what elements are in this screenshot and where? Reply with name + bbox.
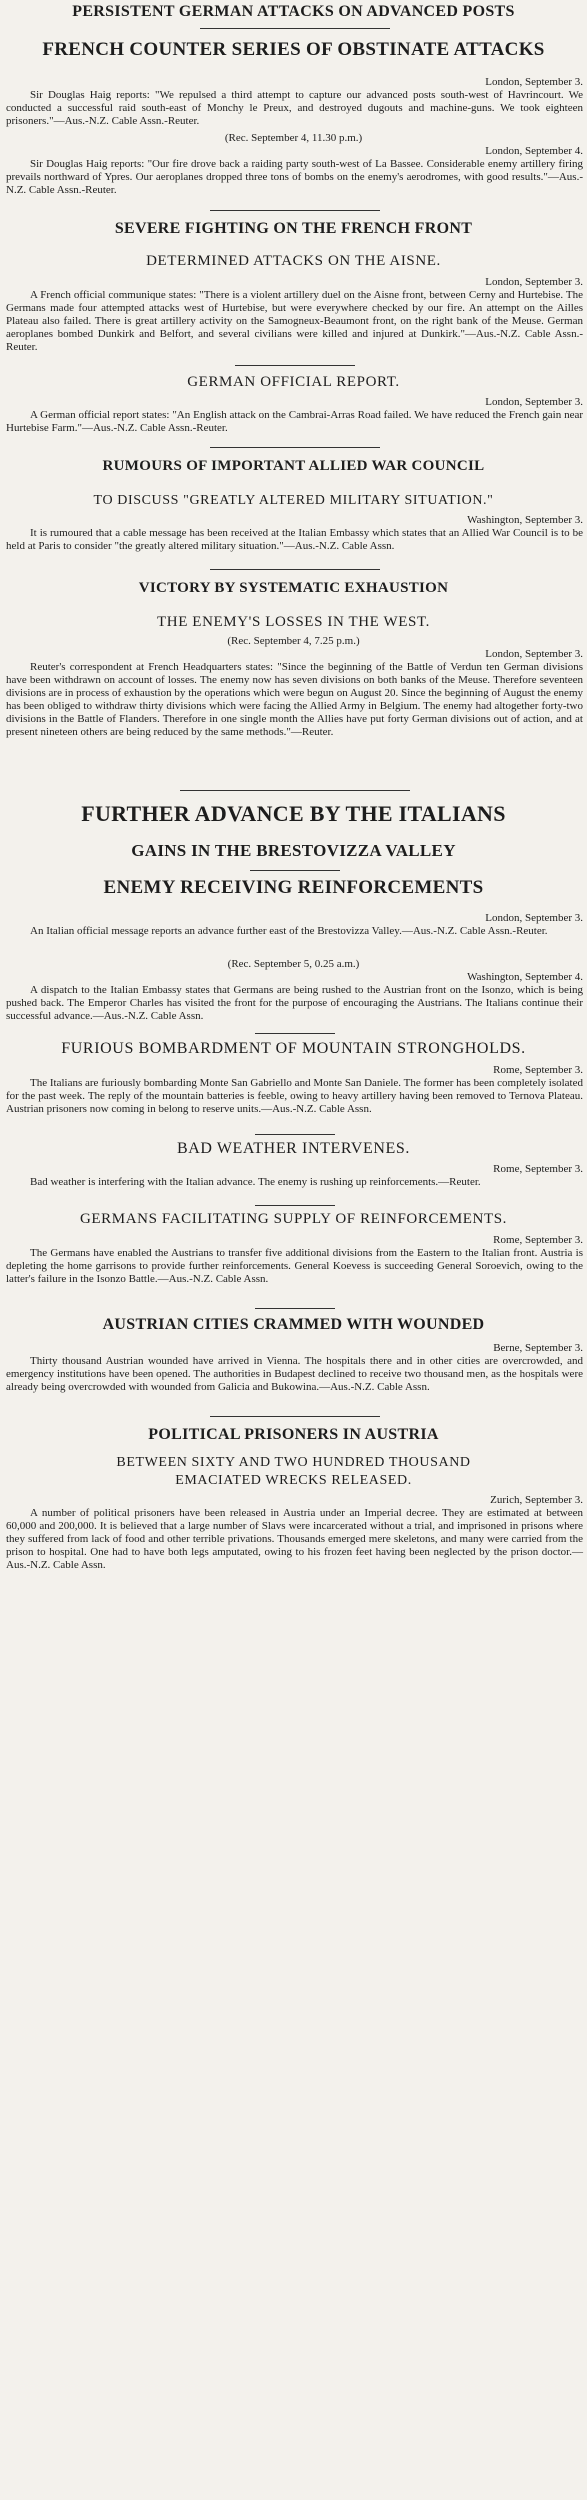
dateline: London, September 4. (485, 145, 583, 157)
article-paragraph: Sir Douglas Haig reports: "We repulsed a third attempt to capture our advanced posts south-west of Havrincourt. We conducted a successful raid south-east of Monchy le Preux, and destroyed dugouts and machine-guns. We took eighteen prisoners."—Aus.-N.Z. Cable Assn.-Reuter. (6, 89, 583, 127)
dateline: London, September 3. (485, 912, 583, 924)
divider (255, 1205, 335, 1206)
headline-italian-advance: FURTHER ADVANCE BY THE ITALIANS (81, 801, 506, 826)
dateline: Washington, September 4. (467, 971, 583, 983)
dateline: London, September 3. (485, 76, 583, 88)
headline-political-prisoners: POLITICAL PRISONERS IN AUSTRIA (148, 1426, 439, 1443)
divider (235, 365, 355, 366)
headline-victory-exhaustion: VICTORY BY SYSTEMATIC EXHAUSTION (138, 580, 449, 596)
divider (180, 790, 410, 791)
dateline: Washington, September 3. (467, 514, 583, 526)
dateline: Rome, September 3. (493, 1234, 583, 1246)
subheadline-military-situation: TO DISCUSS "GREATLY ALTERED MILITARY SITUATION." (93, 493, 494, 508)
article-paragraph: The Germans have enabled the Austrians to transfer five additional divisions from the Eastern to the Italian front. Austria is depleting the home garrisons to provide further reinforcements. General Koevess is succeeding General Soroevich, owing to the latter's failure in the Isonzo Battle.—Aus.-N.Z. Cable Assn. (6, 1247, 583, 1285)
subheadline-bad-weather: BAD WEATHER INTERVENES. (176, 1140, 411, 1157)
received-note: (Rec. September 4, 11.30 p.m.) (224, 132, 363, 144)
subheadline-german-report: GERMAN OFFICIAL REPORT. (187, 374, 400, 390)
headline-austrian-wounded: AUSTRIAN CITIES CRAMMED WITH WOUNDED (102, 1316, 485, 1333)
divider (210, 447, 380, 448)
article-paragraph: Sir Douglas Haig reports: "Our fire drove back a raiding party south-west of La Bassee. Considerable enemy artillery firing prevails northward of Ypres. Our aeroplanes dropped three tons of bombs on the enemy's aerodromes, with good results."—Aus.-N.Z. Cable Assn.-Reuter. (6, 158, 583, 196)
dateline: Berne, September 3. (493, 1342, 583, 1354)
divider (255, 1134, 335, 1135)
subheadline-between-sixty: BETWEEN SIXTY AND TWO HUNDRED THOUSAND (116, 1455, 471, 1470)
divider (255, 1033, 335, 1034)
article-western-front (0, 0, 587, 22)
article-paragraph: An Italian official message reports an advance further east of the Brestovizza Valley.—Aus.-N.Z. Cable Assn.-Reuter. (30, 925, 548, 937)
subheadline-supply: GERMANS FACILITATING SUPPLY OF REINFORCEMENTS. (79, 1211, 508, 1227)
headline-severe-fighting: SEVERE FIGHTING ON THE FRENCH FRONT (114, 220, 473, 237)
subheadline-aisne: DETERMINED ATTACKS ON THE AISNE. (146, 253, 441, 269)
dateline: Zurich, September 3. (490, 1494, 583, 1506)
article-paragraph: A dispatch to the Italian Embassy states that Germans are being rushed to the Austrian front on the Isonzo, which is being pushed back. The Emperor Charles has visited the front for the purpose of encouraging the Austrians. The Italians continue their successful advance.—Aus.-N.Z. Cable Assn. (6, 984, 583, 1022)
article-paragraph: The Italians are furiously bombarding Monte San Gabriello and Monte San Daniele. The former has been completely isolated for the past week. The reply of the mountain batteries is feeble, owing to heavy artillery having been removed to Ternova Plateau. Austrian prisoners now coming in belong to reserve units.—Aus.-N.Z. Cable Assn. (6, 1077, 583, 1115)
subheadline-bombardment: FURIOUS BOMBARDMENT OF MOUNTAIN STRONGHOLDS. (61, 1040, 526, 1057)
article-paragraph: Bad weather is interfering with the Italian advance. The enemy is rushing up reinforcements.—Reuter. (30, 1176, 481, 1188)
article-paragraph: Thirty thousand Austrian wounded have arrived in Vienna. The hospitals there and in other cities are overcrowded, and emergency institutions have been opened. The authorities in Budapest declined to receive two thousand men, as the hospitals were already being overcrowded with wounded from Galicia and Bukowina.—Aus.-N.Z. Cable Assn. (6, 1355, 583, 1393)
article-paragraph: A German official report states: "An English attack on the Cambrai-Arras Road failed. We have reduced the French gain near Hurtebise Farm."—Aus.-N.Z. Cable Assn.-Reuter. (6, 409, 583, 434)
article-paragraph: Reuter's correspondent at French Headquarters states: "Since the beginning of the Battle of Verdun ten German divisions have been withdrawn on account of losses. The enemy now has seven divisions on both banks of the Meuse. Therefore seventeen divisions are in process of exhaustion by the operations which were begun on August 20. Since the beginning of August the enemy has been obliged to withdraw thirty divisions which were facing the Allied Army in Belgium. The enemy had altogether forty-two divisions in the Battle of Flanders. Therefore in one single month the Allies have put forty German divisions out of action, and at present nineteen others are being reduced by the same methods."—Reuter. (6, 661, 583, 738)
article-paragraph: A French official communique states: "There is a violent artillery duel on the Aisne front, between Cerny and Hurtebise. The Germans made four attempted attacks west of Hurtebise, but were everywhere checked by our fire. An attempt on the Ailles Plateau also failed. There is great artillery activity on the Samogneux-Beaumont front, on the right bank of the Meuse. German aeroplanes bombed Dunkirk and Belfort, and several civilians were killed and injured at Dunkirk."—Aus.-N.Z. Cable Assn.-Reuter. (6, 289, 583, 353)
dateline: London, September 3. (485, 396, 583, 408)
dateline: London, September 3. (485, 648, 583, 660)
headline-persistent-attacks: PERSISTENT GERMAN ATTACKS ON ADVANCED POSTS (72, 3, 515, 20)
dateline: Rome, September 3. (493, 1163, 583, 1175)
headline-french-counter: FRENCH COUNTER SERIES OF OBSTINATE ATTACKS (42, 39, 545, 60)
divider (250, 870, 340, 871)
received-note: (Rec. September 5, 0.25 a.m.) (227, 958, 360, 970)
subheadline-emaciated: EMACIATED WRECKS RELEASED. (175, 1473, 412, 1488)
subheadline-enemy-losses: THE ENEMY'S LOSSES IN THE WEST. (157, 614, 430, 630)
divider (255, 1308, 335, 1309)
divider (210, 1416, 380, 1417)
divider (210, 210, 380, 211)
divider (200, 28, 390, 29)
received-note: (Rec. September 4, 7.25 p.m.) (227, 635, 360, 647)
dateline: Rome, September 3. (493, 1064, 583, 1076)
subheadline-brestovizza: GAINS IN THE BRESTOVIZZA VALLEY (131, 841, 456, 860)
headline-enemy-reinforcements: ENEMY RECEIVING REINFORCEMENTS (103, 877, 484, 898)
headline-war-council: RUMOURS OF IMPORTANT ALLIED WAR COUNCIL (102, 458, 485, 474)
divider (210, 569, 380, 570)
article-paragraph: A number of political prisoners have been released in Austria under an Imperial decree. They are estimated at between 60,000 and 200,000. It is believed that a large number of Slavs were incarcerated without a trial, and imprisoned in prisons where they suffered from lack of food and other terrible privations. Thousands emerged mere skeletons, and many were carried from the prison to hospital. One had to have both legs amputated, owing to his frozen feet having been neglected by the prison doctor.—Aus.-N.Z. Cable Assn. (6, 1507, 583, 1571)
dateline: London, September 3. (485, 276, 583, 288)
article-paragraph: It is rumoured that a cable message has been received at the Italian Embassy which states that an Allied War Council is to be held at Paris to consider "the greatly altered military situation."—Aus.-N.Z. Cable Assn. (6, 527, 583, 552)
